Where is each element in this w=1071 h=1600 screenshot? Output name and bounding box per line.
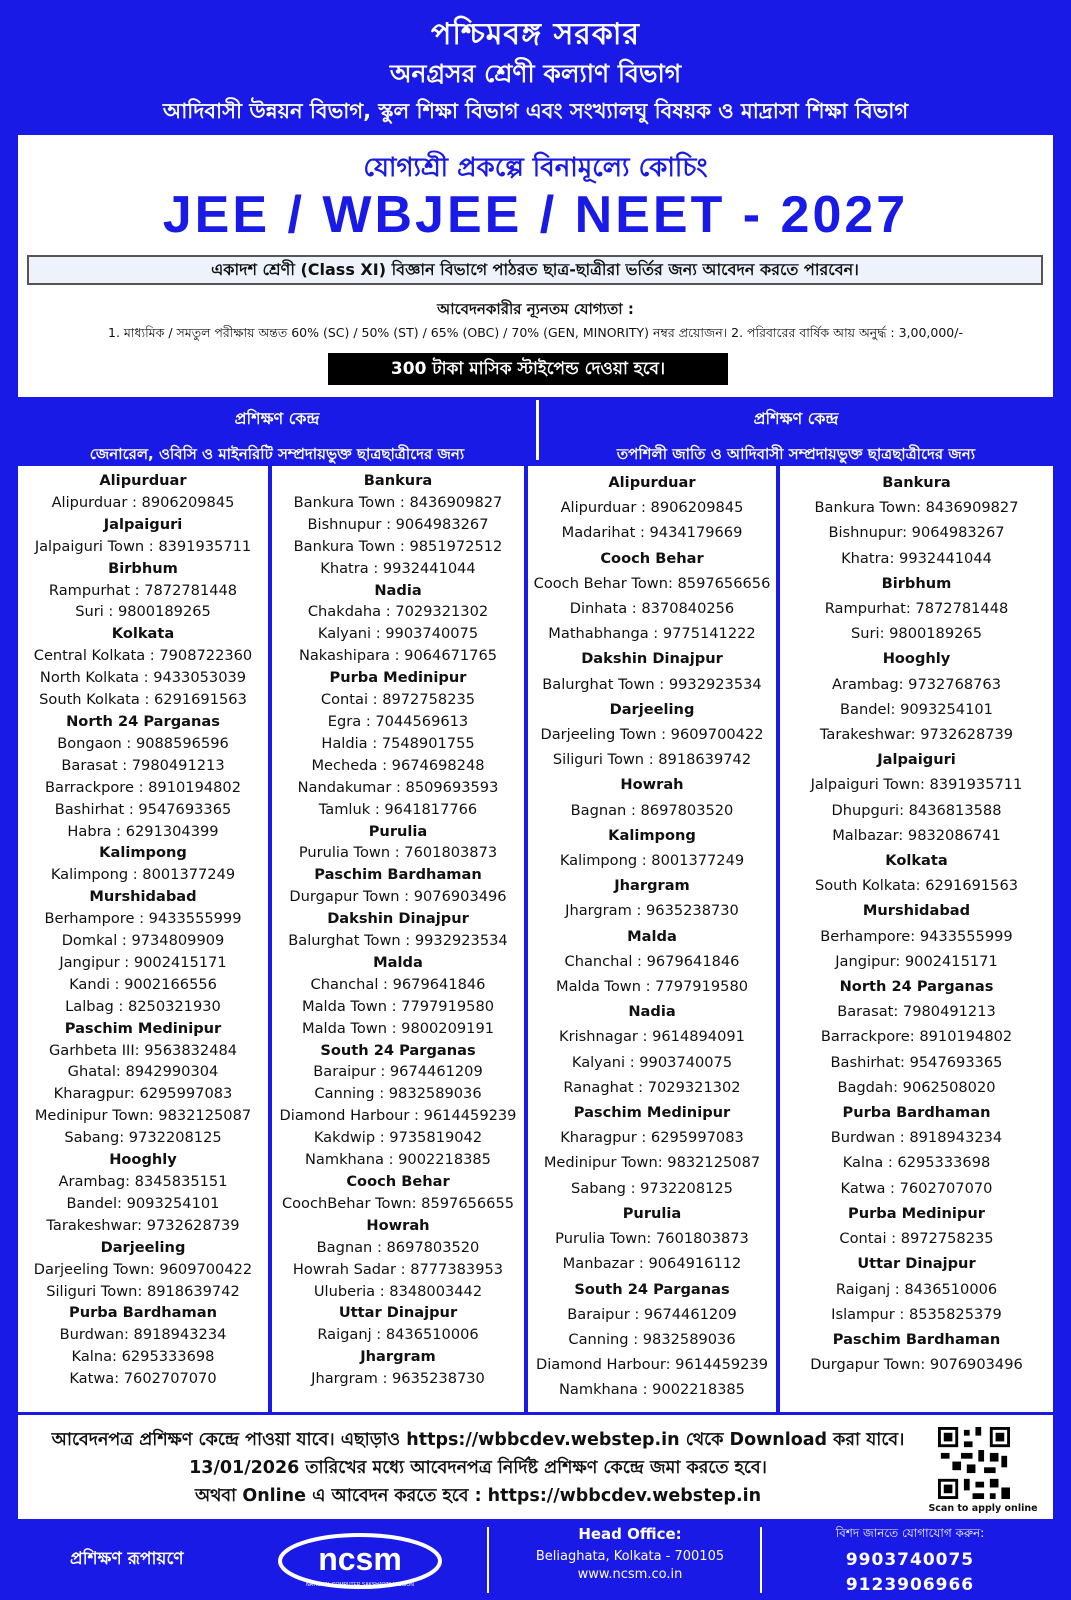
application-info — [18, 1415, 1053, 1519]
application-online-line: অথবা Online এ আবেদন করতে হবে : https://wbbcdev.webstep.in — [194, 1486, 762, 1506]
district-heading: Darjeeling — [100, 1238, 186, 1256]
district-heading: South 24 Parganas — [320, 1041, 476, 1059]
center-contact: Medinipur Town: 9832125087 — [34, 1107, 252, 1125]
center-contact: Howrah Sadar : 8777383953 — [292, 1260, 504, 1278]
centers-title: প্রশিক্ষণ কেন্দ্র — [753, 409, 839, 428]
center-contact: Durgapur Town : 9076903496 — [289, 888, 507, 906]
center-contact: Ghatal: 8942990304 — [67, 1063, 219, 1081]
center-contact: Namkhana : 9002218385 — [559, 1381, 745, 1399]
contact-phone-1[interactable]: 9903740075 — [845, 1550, 975, 1570]
center-contact: Arambag: 8345835151 — [58, 1173, 228, 1190]
centers-header-sc-st — [539, 398, 1053, 464]
district-heading: Uttar Dinajpur — [338, 1304, 458, 1322]
center-contact: Bishnupur: 9064983267 — [828, 524, 1005, 542]
center-contact: Kalyani : 9903740075 — [317, 625, 479, 643]
district-heading: Malda — [373, 953, 423, 971]
center-contact: Bandel: 9093254101 — [66, 1194, 220, 1212]
center-contact: North Kolkata : 9433053039 — [39, 669, 247, 687]
district-heading: Birbhum — [881, 574, 952, 592]
department-title: অনগ্রসর শ্রেণী কল্যাণ বিভাগ — [389, 59, 682, 88]
center-contact: Kalna: 6295333698 — [71, 1348, 215, 1366]
centers-subtitle: জেনারেল, ওবিসি ও মাইনরিটি সম্প্রদায়ভুক্ত ছাত্রছাত্রীদের জন্য — [89, 445, 465, 463]
center-contact: Malda Town : 7797919580 — [555, 978, 749, 996]
district-heading: Malda — [627, 927, 677, 945]
center-contact: Habra : 6291304399 — [67, 822, 219, 840]
center-contact: South Kolkata: 6291691563 — [814, 877, 1019, 895]
eligibility-box: একাদশ শ্রেণী (Class XI) বিজ্ঞান বিভাগে পাঠরত ছাত্র-ছাত্রীরা ভর্তির জন্য আবেদন করতে পারবেন। — [27, 255, 1043, 285]
district-heading: Purba Bardhaman — [842, 1104, 991, 1122]
center-contact: Contai : 8972758235 — [839, 1230, 994, 1248]
center-contact: Siliguri Town : 8918639742 — [552, 751, 752, 769]
ncsm-logo-icon — [275, 1531, 445, 1591]
center-contact: Balurghat Town : 9932923534 — [288, 932, 508, 950]
head-office-label: Head Office: — [578, 1525, 682, 1543]
center-contact: Malda Town : 7797919580 — [301, 997, 495, 1015]
center-contact: Alipurduar : 8906209845 — [51, 493, 235, 511]
center-contact: Kharagpur : 6295997083 — [560, 1129, 744, 1147]
center-contact: Suri : 9800189265 — [75, 603, 211, 621]
district-heading: Purba Bardhaman — [69, 1304, 217, 1322]
district-heading: Murshidabad — [862, 902, 971, 920]
district-heading: Howrah — [620, 776, 684, 794]
district-heading: Kalimpong — [99, 844, 187, 862]
center-contact: Namkhana : 9002218385 — [305, 1151, 491, 1169]
qr-caption: Scan to apply online — [928, 1503, 1038, 1514]
center-contact: Kalna : 6295333698 — [842, 1154, 991, 1172]
center-contact: Katwa : 7602707070 — [840, 1179, 993, 1197]
centers-subtitle: তপশিলী জাতি ও আদিবাসী সম্প্রদায়ভুক্ত ছাত্রছাত্রীদের জন্য — [616, 445, 976, 463]
district-heading: Kalimpong — [608, 826, 696, 844]
center-contact: Balurghat Town : 9932923534 — [542, 675, 762, 693]
center-contact: Contai : 8972758235 — [320, 691, 476, 709]
center-contact: Cooch Behar Town: 8597656656 — [533, 574, 771, 592]
center-contact: Bankura Town : 8436909827 — [293, 493, 503, 511]
scheme-panel — [18, 135, 1053, 397]
website-link[interactable]: www.ncsm.co.in — [577, 1567, 683, 1582]
centers-column-4 — [780, 466, 1053, 1412]
center-contact: Siliguri Town: 8918639742 — [46, 1282, 240, 1300]
center-contact: Uluberia : 8348003442 — [313, 1282, 483, 1300]
center-contact: Tarakeshwar: 9732628739 — [819, 726, 1014, 744]
district-heading: Purulia — [368, 822, 428, 840]
center-contact: Burdwan : 8918943234 — [830, 1129, 1003, 1147]
district-heading: Kolkata — [885, 852, 948, 870]
district-heading: Jhargram — [360, 1348, 436, 1366]
district-heading: Purba Medinipur — [848, 1204, 985, 1222]
allied-departments: আদিবাসী উন্নয়ন বিভাগ, স্কুল শিক্ষা বিভাগ এবং সংখ্যালঘু বিষয়ক ও মাদ্রাসা শিক্ষা বিভাগ — [162, 99, 909, 123]
district-heading: Jalpaiguri — [877, 751, 956, 769]
center-contact: Bishnupur : 9064983267 — [307, 515, 489, 533]
center-contact: Jalpaiguri Town: 8391935711 — [810, 776, 1023, 794]
center-contact: Suri: 9800189265 — [851, 625, 982, 643]
center-contact: Rampurhat: 7872781448 — [824, 600, 1009, 618]
application-download-line: আবেদনপত্র প্রশিক্ষণ কেন্দ্রে পাওয়া যাবে। এছাড়াও https://wbbcdev.webstep.in থেকে Download করা যাবে। — [51, 1430, 905, 1450]
center-contact: Mecheda : 9674698248 — [311, 756, 485, 774]
center-contact: Egra : 7044569613 — [327, 712, 469, 730]
center-contact: Jangipur : 9002415171 — [59, 953, 227, 971]
district-heading: Jhargram — [614, 877, 690, 895]
center-contact: Baraipur : 9674461209 — [313, 1063, 483, 1081]
center-contact: Barasat : 7980491213 — [61, 756, 225, 774]
center-contact: Medinipur Town: 9832125087 — [543, 1154, 761, 1172]
center-contact: Malbazar: 9832086741 — [832, 826, 1001, 844]
application-deadline-line: 13/01/2026 তারিখের মধ্যে আবেদনপত্র নির্দিষ্ট প্রশিক্ষণ কেন্দ্রে জমা করতে হবে। — [189, 1458, 767, 1478]
min-qualification-title: আবেদনকারীর ন্যূনতম যোগ্যতা : — [437, 300, 634, 318]
district-heading: Paschim Bardhaman — [314, 866, 482, 884]
district-heading: Murshidabad — [89, 888, 197, 906]
centers-column-2 — [272, 466, 524, 1412]
center-contact: Sabang: 9732208125 — [64, 1129, 222, 1147]
exam-title: JEE / WBJEE / NEET - 2027 — [162, 186, 909, 244]
center-contact: Chakdaha : 7029321302 — [307, 603, 489, 621]
center-contact: Islampur : 8535825379 — [831, 1305, 1002, 1323]
center-contact: Raiganj : 8436510006 — [835, 1280, 998, 1298]
center-contact: Jhargram : 9635238730 — [565, 902, 739, 920]
center-contact: Darjeeling Town : 9609700422 — [540, 726, 764, 744]
center-contact: Garhbeta III: 9563832484 — [48, 1041, 238, 1059]
district-heading: Uttar Dinajpur — [857, 1255, 976, 1273]
center-contact: Madarihat : 9434179669 — [561, 524, 743, 542]
center-contact: Domkal : 9734809909 — [61, 932, 225, 950]
center-contact: Bandel: 9093254101 — [840, 700, 993, 718]
center-contact: Barasat: 7980491213 — [837, 1003, 996, 1021]
center-contact: Katwa: 7602707070 — [69, 1370, 217, 1388]
center-contact: Central Kolkata : 7908722360 — [33, 647, 253, 665]
qualification-criteria: 1. মাধ্যমিক / সমতুল পরীক্ষায় অন্তত 60% (SC) / 50% (ST) / 65% (OBC) / 70% (GEN, MINORITY) নম্বর প্রয়োজন। 2. পরিবারের বার্ষিক আয় অনুর্দ্ধ : 3,00,000/- — [108, 325, 963, 340]
center-contact: Barrackpore : 8910194802 — [44, 778, 241, 796]
center-contact: Lalbag : 8250321930 — [65, 997, 221, 1015]
center-contact: Kakdwip : 9735819042 — [313, 1129, 483, 1147]
center-contact: Haldia : 7548901755 — [321, 734, 475, 752]
contact-phone-2[interactable]: 9123906966 — [845, 1575, 975, 1595]
center-contact: Bankura Town : 9851972512 — [293, 537, 503, 555]
district-heading: Bankura — [882, 474, 951, 491]
center-contact: Bagnan : 8697803520 — [316, 1238, 480, 1256]
center-contact: Ranaghat : 7029321302 — [563, 1078, 741, 1096]
center-contact: Tamluk : 9641817766 — [318, 800, 478, 818]
center-contact: Kalimpong : 8001377249 — [559, 852, 745, 870]
district-heading: North 24 Parganas — [66, 712, 220, 730]
center-contact: Darjeeling Town: 9609700422 — [33, 1260, 253, 1278]
center-contact: South Kolkata : 6291691563 — [39, 691, 247, 709]
district-heading: Howrah — [366, 1216, 430, 1234]
district-heading: Birbhum — [108, 559, 178, 577]
contact-label: বিশদ জানতে যোগাযোগ করুন: — [835, 1526, 985, 1540]
center-contact: Rampurhat : 7872781448 — [48, 581, 238, 599]
center-contact: Durgapur Town: 9076903496 — [810, 1356, 1023, 1374]
center-contact: Bongaon : 9088596596 — [57, 734, 229, 752]
center-contact: Raiganj : 8436510006 — [317, 1326, 479, 1344]
center-contact: Bankura Town: 8436909827 — [814, 499, 1019, 517]
logo-subtext: NATIONAL COMPUTER SAKSHARTA MISSION — [306, 1582, 414, 1588]
center-contact: Arambag: 9732768763 — [831, 675, 1002, 693]
qr-code-icon[interactable] — [938, 1427, 1010, 1499]
district-heading: Dakshin Dinajpur — [327, 910, 469, 928]
center-contact: Kalyani : 9903740075 — [571, 1053, 733, 1071]
centers-title: প্রশিক্ষণ কেন্দ্র — [234, 409, 320, 428]
district-heading: Nadia — [628, 1003, 676, 1021]
district-heading: Alipurduar — [608, 474, 696, 491]
center-contact: Manbazar : 9064916112 — [562, 1255, 742, 1273]
center-contact: Malda Town : 9800209191 — [301, 1019, 495, 1037]
centers-column-1 — [18, 466, 268, 1412]
district-heading: Paschim Bardhaman — [832, 1330, 1001, 1348]
district-heading: Jalpaiguri — [103, 515, 183, 533]
center-contact: Berhampore: 9433555999 — [820, 927, 1013, 945]
center-contact: Nandakumar : 8509693593 — [297, 778, 499, 796]
center-contact: Alipurduar : 8906209845 — [560, 499, 744, 517]
footer — [0, 1521, 1071, 1600]
center-contact: Canning : 9832589036 — [568, 1330, 736, 1348]
centers-column-3 — [528, 466, 776, 1412]
contact-info — [785, 1525, 1035, 1595]
district-heading: Paschim Medinipur — [64, 1019, 222, 1037]
logo-text: ncsm — [318, 1541, 402, 1577]
center-contact: Kalimpong : 8001377249 — [50, 866, 236, 884]
center-contact: Khatra: 9932441044 — [841, 549, 992, 567]
center-contact: Chanchal : 9679641846 — [564, 952, 740, 970]
center-contact: Kandi : 9002166556 — [69, 975, 217, 993]
centers-header-general — [18, 398, 536, 464]
center-contact: Sabang : 9732208125 — [571, 1179, 733, 1197]
district-heading: Paschim Medinipur — [573, 1104, 731, 1122]
center-contact: Bashirhat: 9547693365 — [830, 1053, 1003, 1071]
training-by-label: প্রশিক্ষণ রূপায়ণে — [70, 1549, 184, 1569]
district-heading: Hooghly — [109, 1151, 177, 1169]
center-contact: Jhargram : 9635238730 — [311, 1370, 485, 1388]
center-contact: Diamond Harbour: 9614459239 — [535, 1356, 769, 1374]
stipend-banner: 300 টাকা মাসিক স্টাইপেন্ড দেওয়া হবে। — [328, 353, 728, 385]
scheme-title: যোগ্যশ্রী প্রকল্পে বিনামূল্যে কোচিং — [363, 153, 708, 183]
district-heading: Bankura — [363, 472, 433, 489]
head-office — [510, 1525, 750, 1582]
center-contact: Burdwan: 8918943234 — [59, 1326, 227, 1344]
district-heading: Purulia — [622, 1204, 682, 1222]
district-heading: Kolkata — [111, 625, 175, 643]
district-heading: Nadia — [374, 581, 422, 599]
district-heading: Dakshin Dinajpur — [581, 650, 723, 668]
district-heading: Purba Medinipur — [329, 669, 467, 687]
center-contact: Barrackpore: 8910194802 — [820, 1028, 1013, 1046]
center-contact: Kharagpur: 6295997083 — [53, 1085, 233, 1103]
center-contact: Tarakeshwar: 9732628739 — [46, 1216, 240, 1234]
center-contact: Purulia Town: 7601803873 — [555, 1230, 749, 1248]
center-contact: CoochBehar Town: 8597656655 — [281, 1194, 515, 1212]
district-heading: Alipurduar — [99, 472, 187, 489]
center-contact: Bagnan : 8697803520 — [570, 801, 734, 819]
center-contact: Diamond Harbour : 9614459239 — [279, 1107, 517, 1125]
center-contact: Mathabhanga : 9775141222 — [548, 625, 756, 643]
footer-divider — [487, 1527, 489, 1593]
center-contact: Purulia Town : 7601803873 — [298, 844, 498, 862]
center-contact: Krishnagar : 9614894091 — [559, 1028, 745, 1046]
district-heading: South 24 Parganas — [574, 1280, 730, 1298]
center-contact: Berhampore : 9433555999 — [44, 910, 242, 928]
district-heading: North 24 Parganas — [839, 978, 994, 996]
head-office-address: Beliaghata, Kolkata - 700105 — [535, 1549, 725, 1564]
center-contact: Jalpaiguri Town : 8391935711 — [34, 537, 252, 555]
district-heading: Darjeeling — [609, 700, 695, 718]
center-contact: Nakashipara : 9064671765 — [298, 647, 498, 665]
center-contact: Chanchal : 9679641846 — [310, 975, 486, 993]
district-heading: Cooch Behar — [600, 549, 704, 567]
center-contact: Baraipur : 9674461209 — [567, 1305, 737, 1323]
center-contact: Dhupguri: 8436813588 — [831, 801, 1002, 819]
center-contact: Bagdah: 9062508020 — [837, 1078, 996, 1096]
header — [0, 0, 1071, 135]
center-contact: Canning : 9832589036 — [314, 1085, 482, 1103]
district-heading: Hooghly — [882, 650, 951, 668]
center-contact: Bashirhat : 9547693365 — [54, 800, 232, 818]
center-contact: Khatra : 9932441044 — [320, 559, 476, 577]
center-contact: Jangipur: 9002415171 — [835, 952, 998, 970]
district-heading: Cooch Behar — [346, 1173, 450, 1190]
center-contact: Dinhata : 8370840256 — [569, 600, 735, 618]
footer-divider — [760, 1527, 762, 1593]
government-title: পশ্চিমবঙ্গ সরকার — [431, 17, 640, 52]
